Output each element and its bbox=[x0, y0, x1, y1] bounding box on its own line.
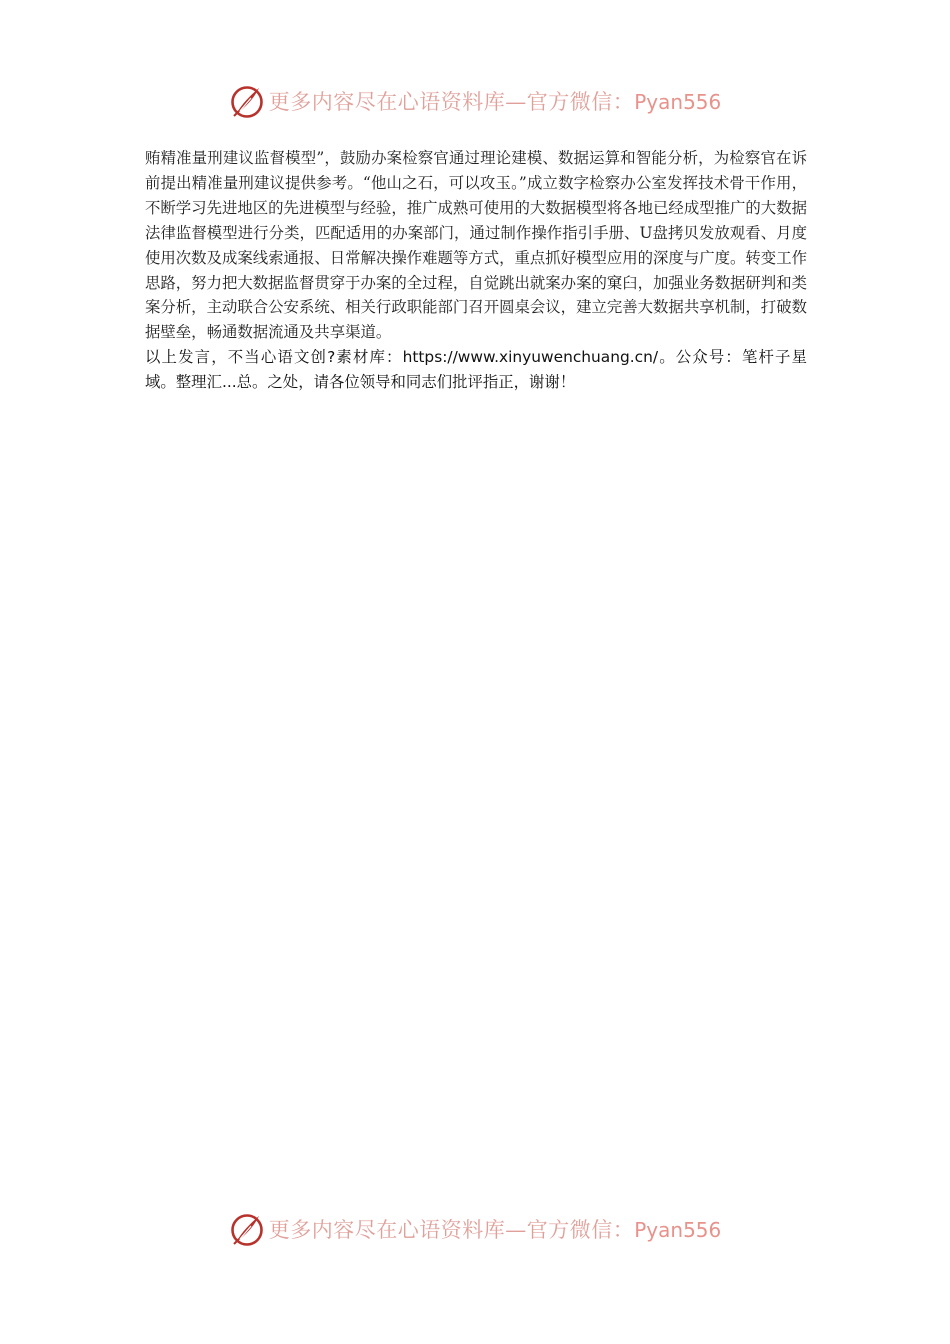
header-watermark-banner bbox=[0, 80, 950, 124]
footer-banner-text bbox=[269, 1208, 722, 1252]
footer-site-text: 更多内容尽在心语资料库 bbox=[268, 1218, 506, 1242]
feather-pen-circle-icon bbox=[229, 1212, 265, 1248]
header-banner-text bbox=[269, 80, 722, 124]
footer-watermark-banner bbox=[0, 1208, 950, 1252]
closing-paragraph: 以上发言，不当心语文创?素材库：https://www.xinyuwenchuang.cn/。公众号：笔杆子星域。整理汇...总。之处，请各位领导和同志们批评指正，谢谢！ bbox=[145, 348, 807, 392]
footer-wechat-label: 官方微信： bbox=[526, 1218, 635, 1242]
header-site-text: 更多内容尽在心语资料库 bbox=[268, 90, 506, 114]
footer-handle: Pyan556 bbox=[634, 1218, 722, 1242]
footer-dash: — bbox=[505, 1218, 527, 1242]
header-handle: Pyan556 bbox=[634, 90, 722, 114]
feather-pen-circle-icon bbox=[229, 84, 265, 120]
body-paragraph: 贿精准量刑建议监督模型”，鼓励办案检察官通过理论建模、数据运算和智能分析，为检察官在诉前提出精准量刑建议提供参考。“他山之石，可以攻玉。”成立数字检察办公室发挥技术骨干作用，不断学习先进地区的先进模型与经验，推广成熟可使用的大数据模型将各地已经成型推广的大数据法律监督模型进行分类，匹配适用的办案部门，通过制作操作指引手册、U盘拷贝发放观看、月度使用次数及成案线索通报、日常解决操作难题等方式，重点抓好模型应用的深度与广度。转变工作思路，努力把大数据监督贯穿于办案的全过程，自觉跳出就案办案的窠臼，加强业务数据研判和类案分析，主动联合公安系统、相关行政职能部门召开圆桌会议，建立完善大数据共享机制，打破数据壁垒，畅通数据流通及共享渠道。 bbox=[145, 149, 807, 342]
header-dash: — bbox=[505, 90, 527, 114]
document-body bbox=[145, 146, 807, 395]
header-wechat-label: 官方微信： bbox=[526, 90, 635, 114]
